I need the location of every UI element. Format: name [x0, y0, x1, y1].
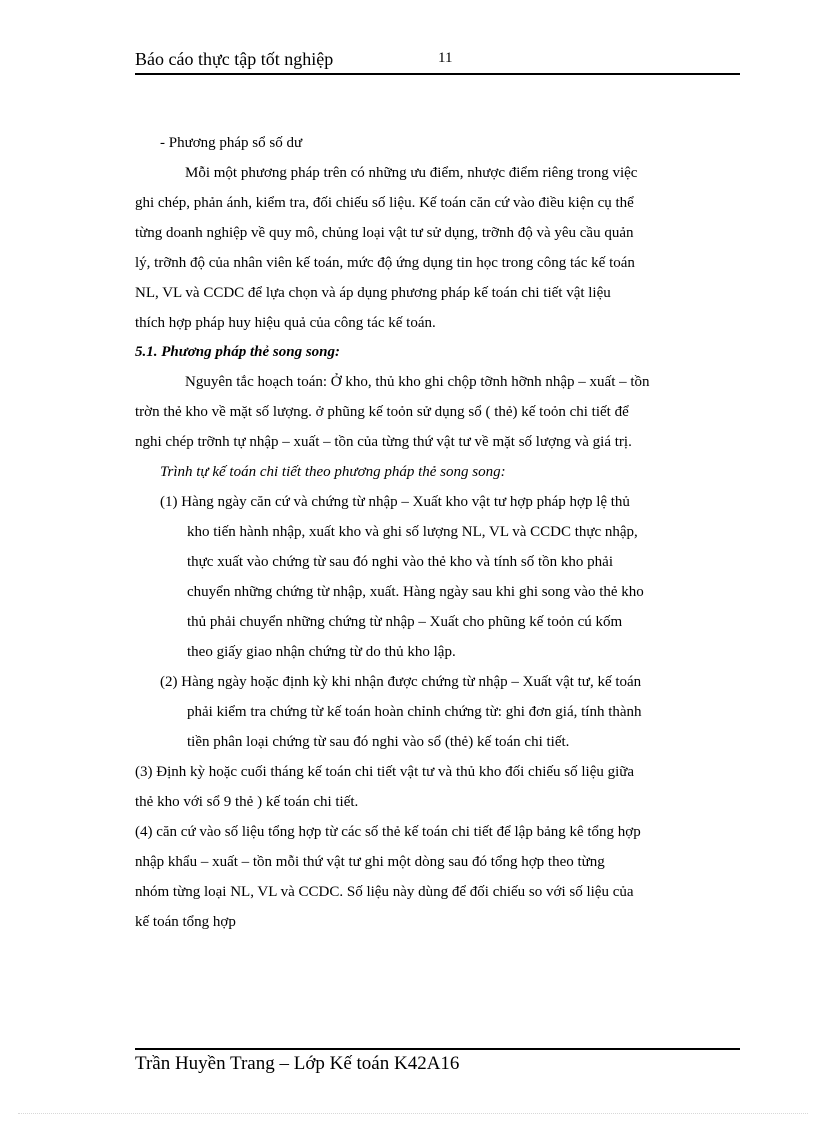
item2-line: tiền phân loại chứng từ sau đó nghi vào sổ (thẻ) kế toán chi tiết. [187, 734, 570, 750]
item1-line: thủ phải chuyển những chứng từ nhập – Xuất cho phũng kế toỏn cú kốm [187, 614, 623, 630]
item4-line: nhóm từng loại NL, VL và CCDC. Số liệu này dùng để đối chiếu so với số liệu của [135, 884, 634, 900]
footer-author-line: Trần Huyền Trang – Lớp Kế toán K42A16 [135, 1053, 460, 1074]
item4-line: kế toán tổng hợp [135, 914, 236, 930]
intro-line: NL, VL và CCDC để lựa chọn và áp dụng phương pháp kế toán chi tiết vật liệu [135, 285, 611, 301]
procedure-heading: Trình tự kế toán chi tiết theo phương pháp thẻ song song: [160, 464, 506, 480]
principle-line: Nguyên tắc hoạch toán: Ở kho, thủ kho ghi chộp tỡnh hỡnh nhập – xuất – tồn [185, 374, 650, 390]
method-item: - Phương pháp sổ số dư [160, 135, 303, 151]
intro-line: Mỗi một phương pháp trên có những ưu điểm, nhược điểm riêng trong việc [185, 165, 638, 181]
item3-line: thẻ kho với sổ 9 thẻ ) kế toán chi tiết. [135, 794, 359, 810]
item1-line: thực xuất vào chứng từ sau đó nghi vào thẻ kho và tính số tồn kho phải [187, 554, 613, 570]
item1-line: (1) Hàng ngày căn cứ và chứng từ nhập – Xuất kho vật tư hợp pháp hợp lệ thủ [160, 494, 630, 510]
page-edge [18, 1113, 808, 1114]
header-title: Báo cáo thực tập tốt nghiệp [135, 49, 334, 69]
item4-line: (4) căn cứ vào số liệu tổng hợp từ các số thẻ kế toán chi tiết để lập bảng kê tổng hợp [135, 824, 641, 840]
footer-divider [135, 1048, 740, 1050]
intro-line: ghi chép, phản ánh, kiểm tra, đối chiếu số liệu. Kế toán căn cứ vào điều kiện cụ thể [135, 195, 634, 211]
item1-line: kho tiến hành nhập, xuất kho và ghi số lượng NL, VL và CCDC thực nhập, [187, 524, 638, 540]
principle-line: nghi chép trỡnh tự nhập – xuất – tồn của từng thứ vật tư về mặt số lượng và giá trị. [135, 434, 632, 450]
intro-line: từng doanh nghiệp về quy mô, chủng loại vật tư sử dụng, trỡnh độ và yêu cầu quản [135, 225, 634, 241]
page-number: 11 [438, 50, 453, 66]
item1-line: theo giấy giao nhận chứng từ do thủ kho lập. [187, 644, 456, 660]
header-divider [135, 73, 740, 75]
item2-line: phải kiểm tra chứng từ kế toán hoàn chỉnh chứng từ: ghi đơn giá, tính thành [187, 704, 642, 720]
item2-line: (2) Hàng ngày hoặc định kỳ khi nhận được chứng từ nhập – Xuất vật tư, kế toán [160, 674, 642, 690]
intro-line: thích hợp pháp huy hiệu quả của công tác kế toán. [135, 315, 436, 331]
principle-line: trờn thẻ kho về mặt số lượng. ở phũng kế toỏn sử dụng sổ ( thẻ) kế toỏn chi tiết để [135, 404, 629, 420]
item3-line: (3) Định kỳ hoặc cuối tháng kế toán chi tiết vật tư và thủ kho đối chiếu số liệu giữa [135, 764, 635, 780]
intro-line: lý, trỡnh độ của nhân viên kế toán, mức độ ứng dụng tin học trong công tác kế toán [135, 255, 635, 271]
item4-line: nhập khẩu – xuất – tồn mỗi thứ vật tư ghi một dòng sau đó tổng hợp theo từng [135, 854, 605, 870]
section-heading: 5.1. Phương pháp thẻ song song: [135, 344, 340, 360]
item1-line: chuyển những chứng từ nhập, xuất. Hàng ngày sau khi ghi song vào thẻ kho [187, 584, 644, 600]
